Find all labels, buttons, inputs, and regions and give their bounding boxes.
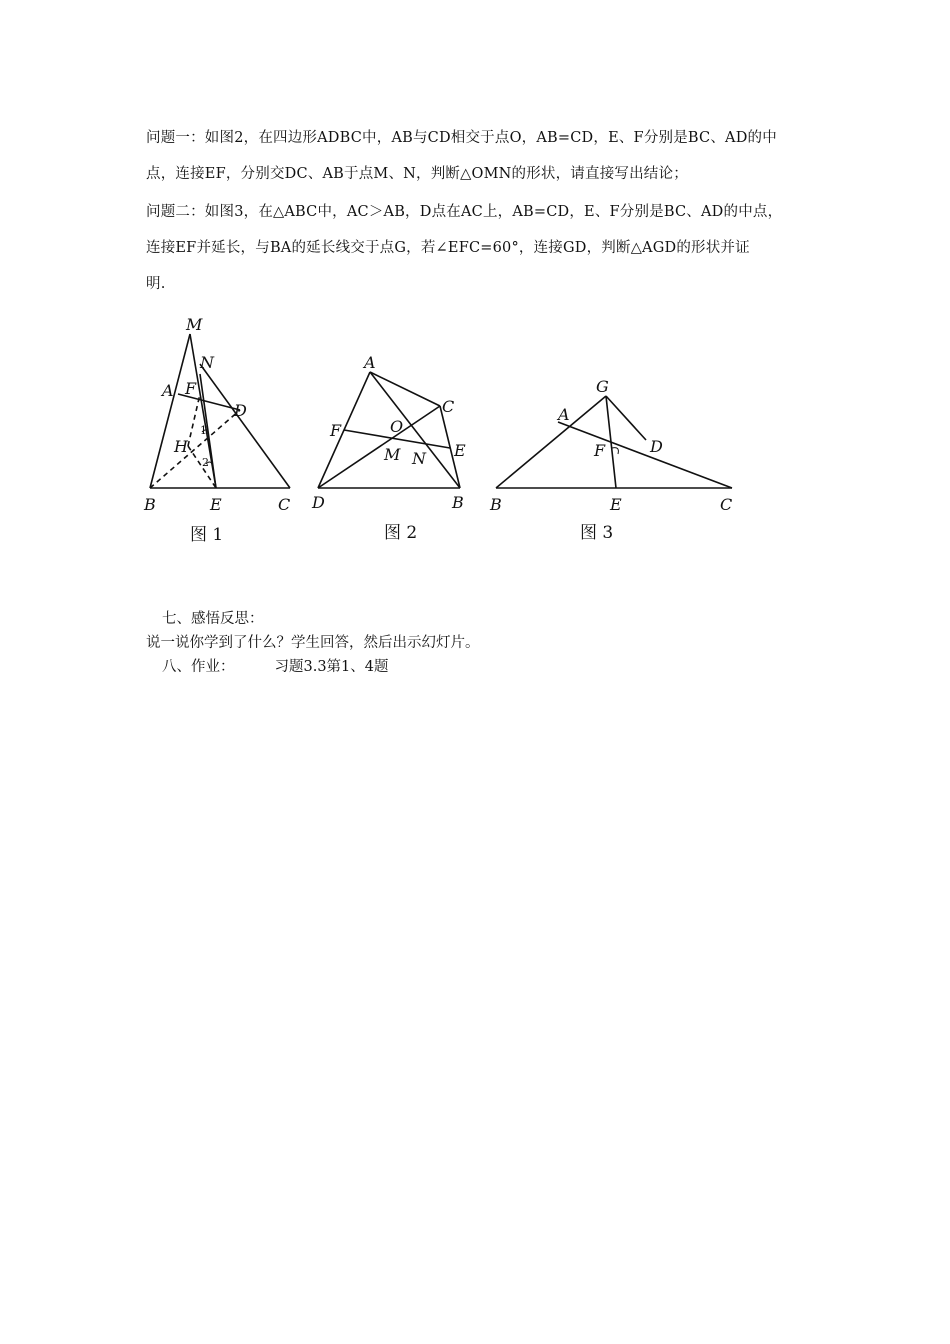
fig3-caption: 图 3 xyxy=(580,523,614,543)
fig1-label-e: E xyxy=(210,495,222,514)
section-seven-text: 说一说你学到了什么？学生回答，然后出示幻灯片。 xyxy=(146,635,480,651)
fig3-label-b: B xyxy=(490,495,502,514)
problem-one xyxy=(146,120,826,192)
section-seven-heading: 七、感悟反思： xyxy=(162,611,264,627)
fig2-label-n: N xyxy=(412,449,426,468)
fig1-label-m: M xyxy=(186,315,203,334)
problem-one-line-2: 点，连接EF，分别交DC、AB于点M、N，判断△OMN的形状，请直接写出结论； xyxy=(146,166,688,182)
figure-3-diagram xyxy=(496,396,732,488)
problem-two-line-2: 连接EF并延长，与BA的延长线交于点G，若∠EFC=60°，连接GD，判断△AGD的形状并证 xyxy=(146,240,750,256)
fig3-label-c: C xyxy=(720,495,733,514)
fig1-label-d: D xyxy=(234,401,247,420)
homework-text: 习题3.3第1、4题 xyxy=(274,659,389,675)
fig3-label-e: E xyxy=(610,495,622,514)
fig1-label-h: H xyxy=(174,437,188,456)
fig3-label-a: A xyxy=(558,405,570,424)
fig2-label-b: B xyxy=(452,493,464,512)
figure-1-diagram xyxy=(150,334,290,488)
fig1-label-c: C xyxy=(278,495,291,514)
problem-two-line-3: 明. xyxy=(146,276,166,292)
fig1-label-2: 2 xyxy=(202,456,209,469)
fig2-label-c: C xyxy=(442,397,455,416)
fig1-label-f: F xyxy=(185,379,197,398)
section-eight-heading: 八、作业： xyxy=(162,659,235,675)
fig2-caption: 图 2 xyxy=(384,523,418,543)
fig3-label-d: D xyxy=(650,437,663,456)
problem-two-line-1: 问题二：如图3，在△ABC中，AC＞AB，D点在AC上，AB=CD，E、F分别是BC、AD的中点， xyxy=(146,204,783,220)
problem-two xyxy=(146,194,826,302)
fig2-label-f: F xyxy=(330,421,342,440)
fig2-label-d: D xyxy=(312,493,325,512)
fig2-label-a: A xyxy=(364,353,376,372)
fig1-label-1: 1 xyxy=(200,424,207,437)
fig3-label-f: F xyxy=(594,441,606,460)
fig2-label-o: O xyxy=(390,417,404,436)
geometry-figures xyxy=(140,314,750,554)
fig2-label-e: E xyxy=(454,441,466,460)
fig2-label-m: M xyxy=(384,445,401,464)
fig1-caption: 图 1 xyxy=(190,525,224,545)
fig1-label-n: N xyxy=(200,353,214,372)
fig1-label-a: A xyxy=(162,381,174,400)
problem-one-line-1: 问题一：如图2，在四边形ADBC中，AB与CD相交于点O，AB=CD，E、F分别是BC、AD的中 xyxy=(146,130,777,146)
fig1-label-b: B xyxy=(144,495,156,514)
section-eight xyxy=(162,656,389,678)
fig3-label-g: G xyxy=(596,377,609,396)
